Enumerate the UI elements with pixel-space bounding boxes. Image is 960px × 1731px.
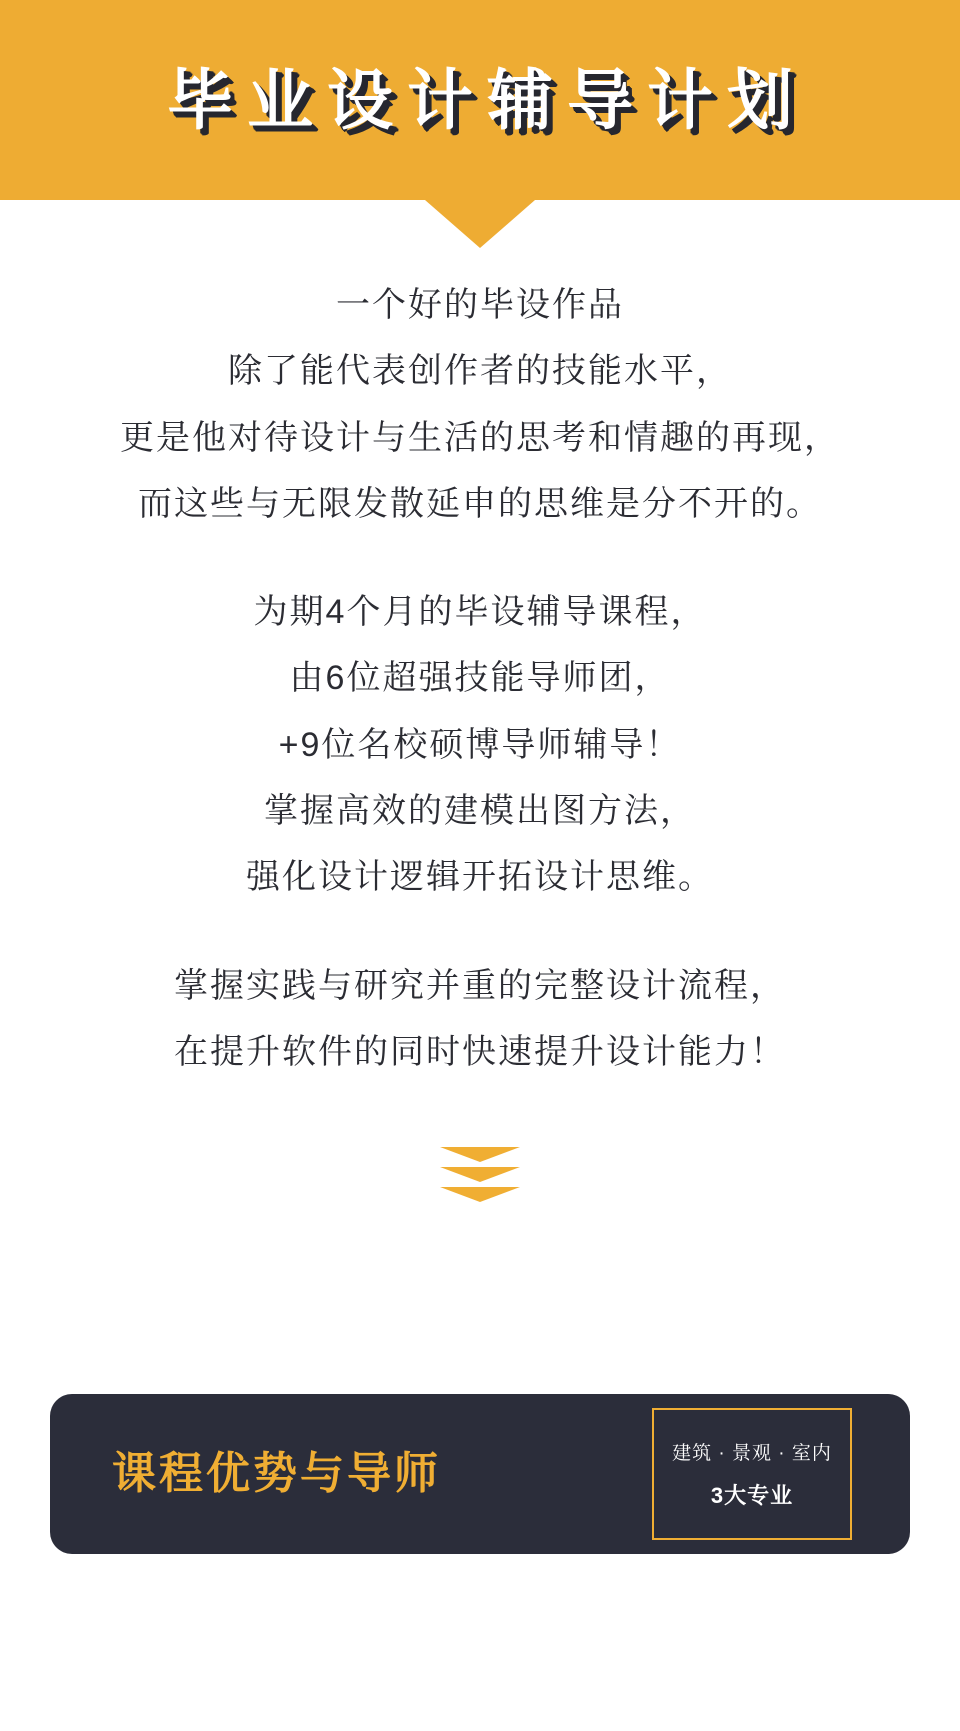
chevron-divider [0, 1147, 960, 1202]
chevron-down-icon [440, 1167, 520, 1182]
page-title: 毕业设计辅导计划 [167, 63, 807, 137]
banner-notch-triangle [425, 200, 535, 248]
major-badge [652, 1408, 852, 1540]
body-content [0, 272, 960, 1085]
chevron-down-icon [440, 1147, 520, 1162]
paragraph-line: 除了能代表创作者的技能水平， [228, 352, 732, 391]
paragraph-2 [0, 579, 960, 910]
paragraph-line: 而这些与无限发散延申的思维是分不开的。 [138, 484, 822, 523]
major-list: 建筑 · 景观 · 室内 [672, 1443, 832, 1464]
paragraph-line: 强化设计逻辑开拓设计思维。 [246, 858, 714, 897]
paragraph-line: +9位名校硕博导师辅导！ [278, 725, 682, 764]
paragraph-line: 一个好的毕设作品 [336, 286, 624, 324]
header-banner [0, 0, 960, 200]
paragraph-line: 由6位超强技能导师团， [289, 659, 671, 698]
section-header-card [50, 1394, 910, 1554]
paragraph-line: 掌握实践与研究并重的完整设计流程， [174, 966, 786, 1005]
paragraph-line: 在提升软件的同时快速提升设计能力！ [174, 1032, 786, 1071]
paragraph-line: 为期4个月的毕设辅导课程， [253, 593, 707, 632]
paragraph-line: 更是他对待设计与生活的思考和情趣的再现， [120, 418, 840, 457]
paragraph-3 [0, 953, 960, 1086]
major-count: 3大专业 [710, 1483, 794, 1508]
paragraph-1 [0, 272, 960, 537]
section-title: 课程优势与导师 [112, 1449, 441, 1498]
chevron-down-icon [440, 1187, 520, 1202]
paragraph-line: 掌握高效的建模出图方法， [264, 792, 696, 831]
